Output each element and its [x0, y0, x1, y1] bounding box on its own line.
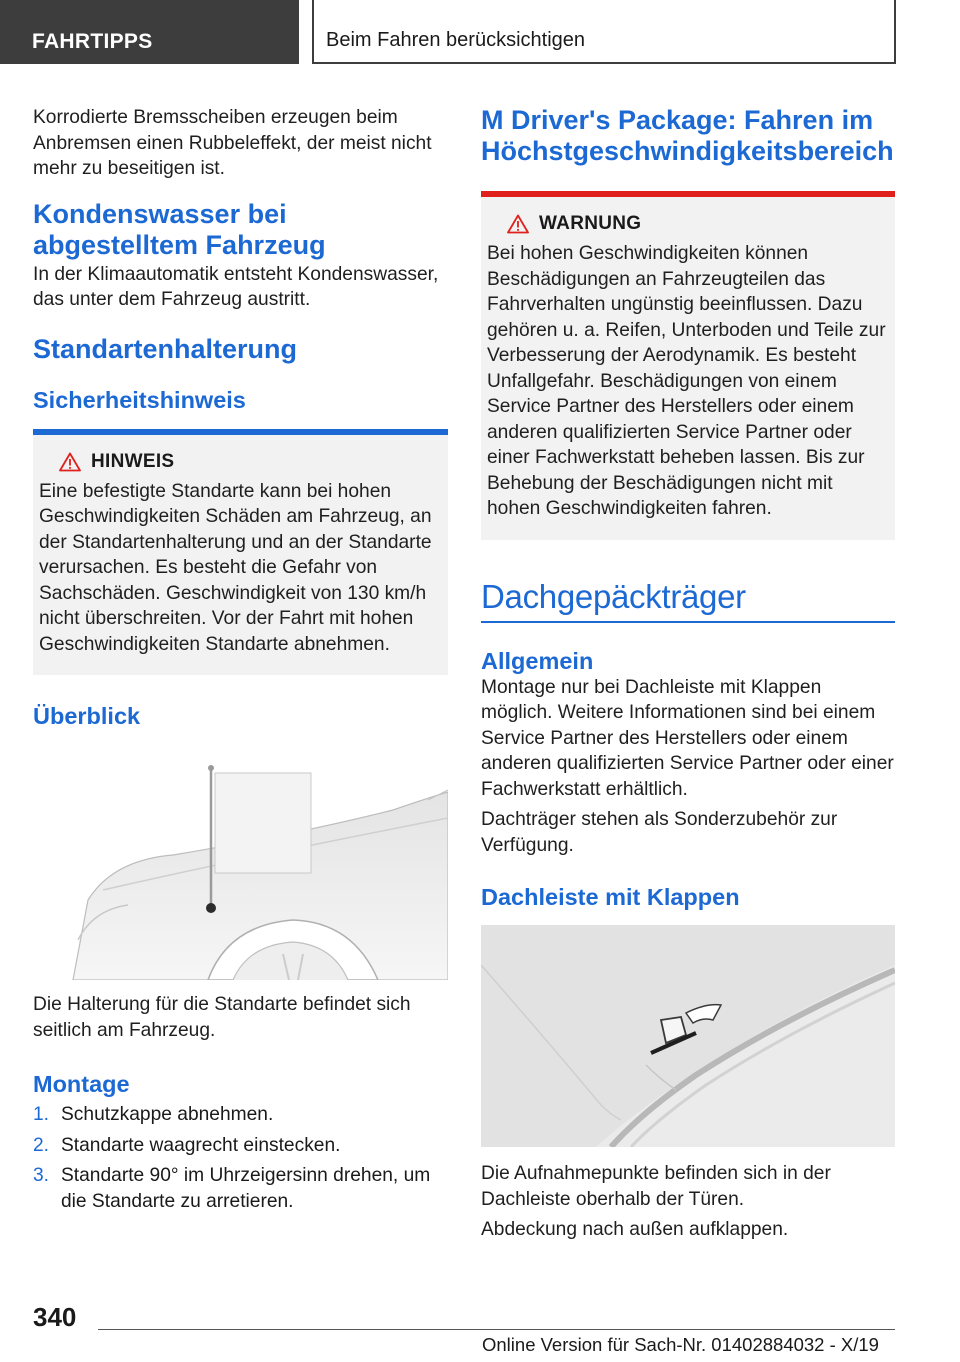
car-fender-drawing	[33, 740, 448, 980]
heading-montage: Montage	[33, 1071, 130, 1097]
kondens-paragraph: In der Klimaautomatik entsteht Kondenswasser, das unter dem Fahrzeug austritt.	[33, 263, 439, 310]
warning-triangle-icon	[507, 214, 529, 234]
heading-allgemein: Allgemein	[481, 647, 594, 674]
step-number: 2.	[33, 1134, 50, 1156]
step-item	[33, 1133, 448, 1159]
step-text: Standarte 90° im Uhrzeigersinn drehen, um die Standarte zu arretieren.	[61, 1165, 431, 1212]
warning-label: WARNUNG	[539, 213, 642, 234]
rail-action: Abdeckung nach außen aufklappen.	[481, 1219, 789, 1240]
heading-dachgepaecktraeger: Dachgepäckträger	[481, 577, 746, 615]
section-tab: FAHRTIPPS	[0, 0, 299, 64]
warning-header	[507, 213, 888, 235]
hint-text: Eine befestigte Standarte kann bei hohen Geschwindigkeiten Schäden am Fahrzeug, an der Standartenhalterung und an der Standarte verursachen. Es besteht die Gefahr von Sachschäden. Geschwindigkeit von 130 km/h nicht überschreiten. Vor der Fahrt mit hohen Geschwindigkeiten Standarte abnehmen.	[39, 480, 432, 655]
step-number: 1.	[33, 1104, 50, 1125]
general-paragraph: Montage nur bei Dachleiste mit Klappen möglich. Weitere Informationen sind bei einem Service Partner des Herstellers oder einem anderen qualifizierten Service Partner oder einer Fachwerkstatt erhältlich.	[481, 676, 894, 800]
step-text: Standarte waagrecht einstecken.	[61, 1134, 341, 1156]
heading-sicherheitshinweis: Sicherheitshinweis	[33, 386, 246, 413]
heading-standartenhalterung: Standartenhalterung	[33, 333, 298, 364]
hint-header	[59, 451, 441, 473]
warning-triangle-icon	[59, 452, 81, 472]
heading-m-drivers-package: M Driver's Package: Fahren im Höchstgeschwindigkeitsbereich	[481, 105, 894, 166]
page-number: 340	[33, 1302, 77, 1332]
footer-online-version: Online Version für Sach-Nr. 01402884032 - X/19	[482, 1334, 879, 1355]
step-text: Schutzkappe abnehmen.	[61, 1104, 274, 1125]
step-item	[33, 1102, 448, 1128]
page-header	[0, 0, 960, 64]
rail-caption: Die Aufnahmepunkte befinden sich in der Dachleiste oberhalb der Türen.	[481, 1163, 831, 1210]
subsection-tab: Beim Fahren berücksichtigen	[312, 0, 896, 64]
overview-caption: Die Halterung für die Standarte befindet sich seitlich am Fahrzeug.	[33, 994, 411, 1041]
heading-ueberblick: Überblick	[33, 703, 141, 729]
roof-rail-illustration	[481, 925, 895, 1147]
flag-holder-illustration	[33, 740, 448, 980]
warning-box	[481, 197, 895, 540]
intro-paragraph: Korrodierte Bremsscheiben erzeugen beim Anbremsen einen Rubbeleffekt, der meist nicht mehr zu beseitigen ist.	[33, 107, 432, 179]
accessory-paragraph: Dachträger stehen als Sonderzubehör zur Verfügung.	[481, 809, 838, 856]
roof-rail-drawing	[481, 925, 895, 1147]
footer-divider	[98, 1329, 895, 1330]
step-number: 3.	[33, 1165, 50, 1186]
montage-steps	[33, 1102, 448, 1214]
hint-box	[33, 435, 448, 676]
heading-kondenswasser: Kondenswasser bei abgestelltem Fahrzeug	[33, 198, 326, 260]
heading-dachleiste: Dachleiste mit Klappen	[481, 884, 740, 910]
warning-text: Bei hohen Geschwindigkeiten können Beschädigungen an Fahrzeugteilen das Fahrverhalten ungünstig beeinflussen. Dazu gehören u. a. Reifen, Unterboden und Teile zur Verbesserung der Aerodynamik. Es besteht Unfallgefahr. Beschädigungen von einem Service Partner des Herstellers oder einem anderen qualifizierten Service Partner oder einer Fachwerkstatt beheben lassen. Bis zur Behebung der Beschädigungen nicht mit hohen Geschwindigkeiten fahren.	[487, 243, 886, 519]
step-item	[33, 1163, 448, 1214]
blue-thin-divider	[481, 621, 895, 623]
hint-label: HINWEIS	[91, 450, 175, 472]
right-column	[481, 100, 895, 1243]
left-column	[33, 100, 448, 1219]
